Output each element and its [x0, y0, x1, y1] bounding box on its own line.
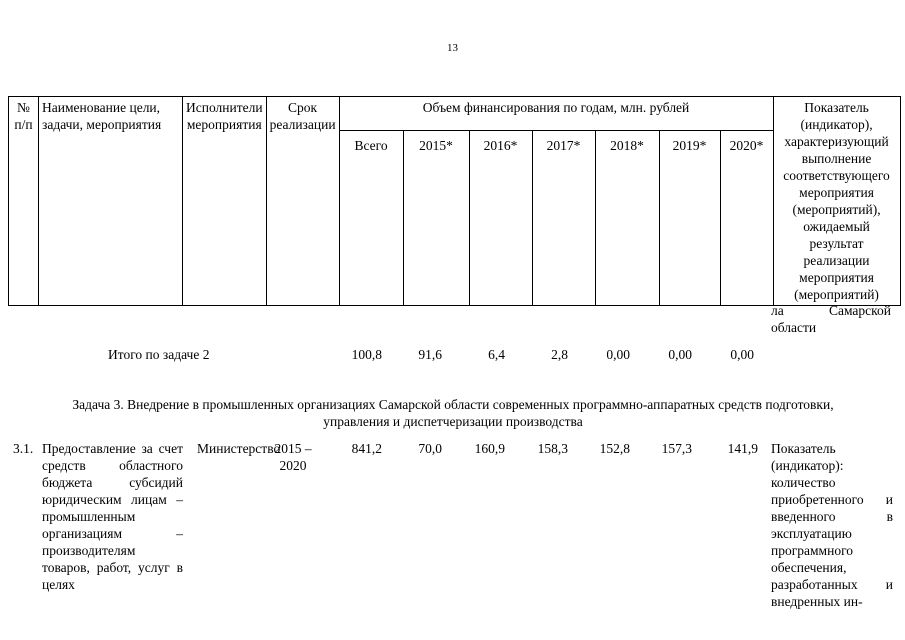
header-term: Срок реализации — [266, 97, 339, 306]
row-3-1-value: 152,8 — [599, 441, 630, 456]
row-3-1-num: 3.1. — [13, 441, 34, 456]
total-task2-value: 0,00 — [606, 347, 630, 362]
continued-indicator: ла Самарской области — [771, 303, 891, 335]
header-num: № п/п — [9, 97, 39, 306]
header-total: Всего — [339, 131, 403, 306]
header-2018: 2018* — [595, 131, 659, 306]
header-financing: Объем финансирования по годам, млн. рублей — [339, 97, 773, 131]
total-task2-value: 100,8 — [351, 347, 382, 362]
page-number: 13 — [447, 42, 458, 54]
table-header — [8, 96, 901, 306]
total-task2-value: 6,4 — [488, 347, 505, 362]
row-3-1-term: 2015 – 2020 — [274, 441, 312, 473]
total-task2-value: 91,6 — [418, 347, 442, 362]
header-indicator: Показатель (индикатор), характеризующий выполнение соответствующего мероприятия (мероприятий), ожидаемый результат реализации мероприятия (мероприятий) — [773, 97, 900, 306]
total-task2-label: Итого по задаче 2 — [108, 347, 210, 362]
row-3-1-value: 141,9 — [727, 441, 758, 456]
total-task2-value: 0,00 — [730, 347, 754, 362]
header-2019: 2019* — [659, 131, 720, 306]
row-3-1-value: 160,9 — [474, 441, 505, 456]
header-name: Наименование цели, задачи, мероприятия — [39, 97, 183, 306]
row-3-1-name: Предоставление за счет средств областного бюджета субсидий юридическим лицам – промышленным организациям – производителям товаров, работ, услуг в целях — [42, 441, 183, 592]
row-3-1-value: 157,3 — [661, 441, 692, 456]
header-2017: 2017* — [532, 131, 595, 306]
row-3-1-value: 841,2 — [351, 441, 382, 456]
header-2015: 2015* — [403, 131, 469, 306]
row-3-1-value: 158,3 — [537, 441, 568, 456]
header-executor: Исполнители мероприятия — [183, 97, 267, 306]
row-3-1-executor: Министерство — [197, 441, 281, 456]
row-3-1-value: 70,0 — [418, 441, 442, 456]
header-2020: 2020* — [720, 131, 773, 306]
task3-title: Задача 3. Внедрение в промышленных организациях Самарской области современных программно-аппаратных средств подготовки, управления и диспетчеризации производства — [72, 397, 834, 429]
row-3-1-indicator: Показатель (индикатор): количество приобретенного и введенного в эксплуатацию программного обеспечения, разработанных и внедренных ин- — [771, 441, 893, 609]
total-task2-value: 2,8 — [551, 347, 568, 362]
total-task2-value: 0,00 — [668, 347, 692, 362]
header-2016: 2016* — [469, 131, 532, 306]
